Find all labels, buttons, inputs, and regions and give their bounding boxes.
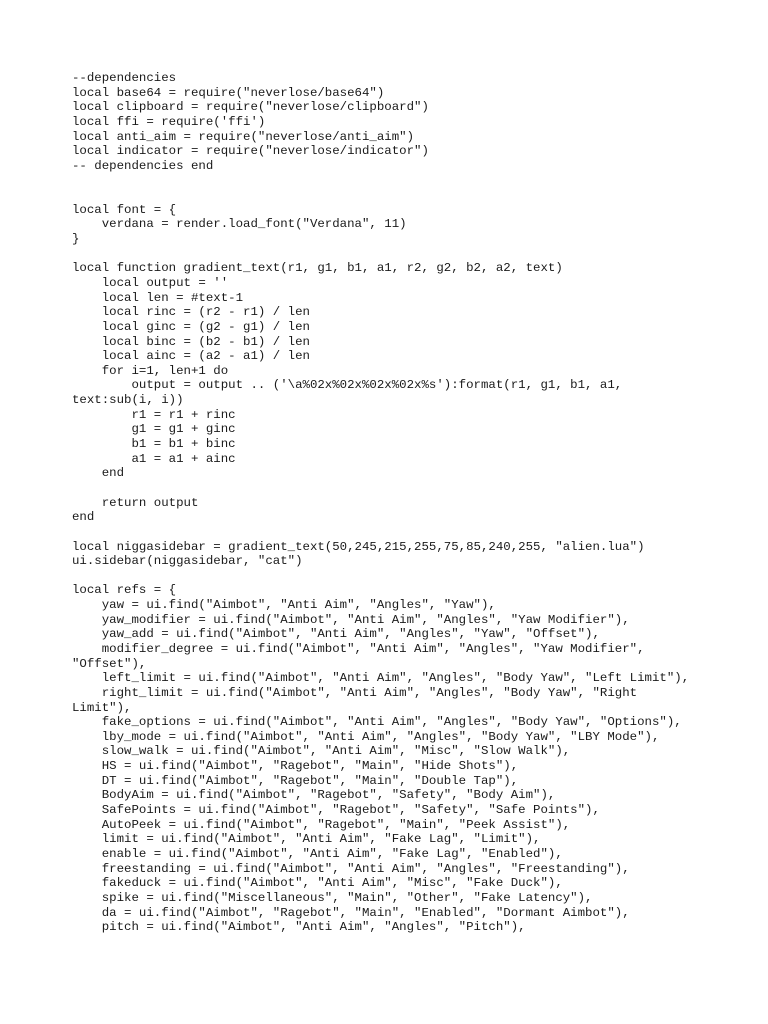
code-line: Limit"), <box>72 700 132 715</box>
code-line: HS = ui.find("Aimbot", "Ragebot", "Main", "Hide Shots"), <box>72 759 519 774</box>
code-line: ui.sidebar(niggasidebar, "cat") <box>72 554 303 569</box>
code-line: local output = '' <box>72 275 229 290</box>
document-page <box>72 71 712 935</box>
code-line: modifier_degree = ui.find("Aimbot", "Anti Aim", "Angles", "Yaw Modifier", <box>72 641 645 656</box>
code-line <box>72 481 712 496</box>
code-line: left_limit = ui.find("Aimbot", "Anti Aim", "Angles", "Body Yaw", "Left Limit"), <box>72 671 690 686</box>
code-line: fakeduck = ui.find("Aimbot", "Anti Aim", "Misc", "Fake Duck"), <box>72 876 563 891</box>
code-line: local len = #text-1 <box>72 290 244 305</box>
code-line: r1 = r1 + rinc <box>72 407 236 422</box>
code-line: end <box>72 510 95 525</box>
code-line: local function gradient_text(r1, g1, b1, a1, r2, g2, b2, a2, text) <box>72 261 563 276</box>
code-line: "Offset"), <box>72 656 147 671</box>
code-line: local niggasidebar = gradient_text(50,245,215,255,75,85,240,255, "alien.lua") <box>72 539 645 554</box>
code-line: verdana = render.load_font("Verdana", 11) <box>72 217 407 232</box>
code-line: yaw = ui.find("Aimbot", "Anti Aim", "Angles", "Yaw"), <box>72 598 496 613</box>
code-line: local ginc = (g2 - g1) / len <box>72 319 310 334</box>
code-line: local ainc = (a2 - a1) / len <box>72 349 310 364</box>
code-line: freestanding = ui.find("Aimbot", "Anti Aim", "Angles", "Freestanding"), <box>72 861 630 876</box>
code-line: BodyAim = ui.find("Aimbot", "Ragebot", "Safety", "Body Aim"), <box>72 788 556 803</box>
code-line <box>72 188 712 203</box>
code-line: local base64 = require("neverlose/base64") <box>72 85 385 100</box>
code-line: return output <box>72 495 199 510</box>
code-line: local clipboard = require("neverlose/clipboard") <box>72 100 429 115</box>
code-line: slow_walk = ui.find("Aimbot", "Anti Aim", "Misc", "Slow Walk"), <box>72 744 571 759</box>
code-line: limit = ui.find("Aimbot", "Anti Aim", "Fake Lag", "Limit"), <box>72 832 541 847</box>
code-line: g1 = g1 + ginc <box>72 422 236 437</box>
code-line: end <box>72 466 125 481</box>
code-line: SafePoints = ui.find("Aimbot", "Ragebot", "Safety", "Safe Points"), <box>72 803 600 818</box>
code-line: text:sub(i, i)) <box>72 393 184 408</box>
code-line: DT = ui.find("Aimbot", "Ragebot", "Main", "Double Tap"), <box>72 773 519 788</box>
code-line: for i=1, len+1 do <box>72 363 229 378</box>
code-line: yaw_add = ui.find("Aimbot", "Anti Aim", "Angles", "Yaw", "Offset"), <box>72 627 600 642</box>
code-line: -- dependencies end <box>72 158 214 173</box>
code-line: a1 = a1 + ainc <box>72 451 236 466</box>
code-line: local binc = (b2 - b1) / len <box>72 334 310 349</box>
code-line: b1 = b1 + binc <box>72 437 236 452</box>
code-line: pitch = ui.find("Aimbot", "Anti Aim", "Angles", "Pitch"), <box>72 920 526 935</box>
code-line: local anti_aim = require("neverlose/anti_aim") <box>72 129 415 144</box>
code-line: AutoPeek = ui.find("Aimbot", "Ragebot", "Main", "Peek Assist"), <box>72 817 571 832</box>
code-line <box>72 569 712 584</box>
code-line: --dependencies <box>72 71 177 85</box>
code-line: enable = ui.find("Aimbot", "Anti Aim", "Fake Lag", "Enabled"), <box>72 846 563 861</box>
code-line: output = output .. ('\a%02x%02x%02x%02x%s'):format(r1, g1, b1, a1, <box>72 378 623 393</box>
code-line <box>72 247 712 262</box>
code-line: fake_options = ui.find("Aimbot", "Anti Aim", "Angles", "Body Yaw", "Options"), <box>72 715 682 730</box>
code-line: local ffi = require('ffi') <box>72 114 266 129</box>
code-line: lby_mode = ui.find("Aimbot", "Anti Aim", "Angles", "Body Yaw", "LBY Mode"), <box>72 729 660 744</box>
code-line <box>72 173 712 188</box>
code-line: right_limit = ui.find("Aimbot", "Anti Aim", "Angles", "Body Yaw", "Right <box>72 685 638 700</box>
code-line: da = ui.find("Aimbot", "Ragebot", "Main", "Enabled", "Dormant Aimbot"), <box>72 905 630 920</box>
code-line: local font = { <box>72 202 177 217</box>
code-line: } <box>72 232 80 247</box>
code-line: yaw_modifier = ui.find("Aimbot", "Anti Aim", "Angles", "Yaw Modifier"), <box>72 612 630 627</box>
code-line: local refs = { <box>72 583 177 598</box>
code-line: local indicator = require("neverlose/indicator") <box>72 144 429 159</box>
code-line: spike = ui.find("Miscellaneous", "Main", "Other", "Fake Latency"), <box>72 890 593 905</box>
code-line: local rinc = (r2 - r1) / len <box>72 305 310 320</box>
code-line <box>72 525 712 540</box>
